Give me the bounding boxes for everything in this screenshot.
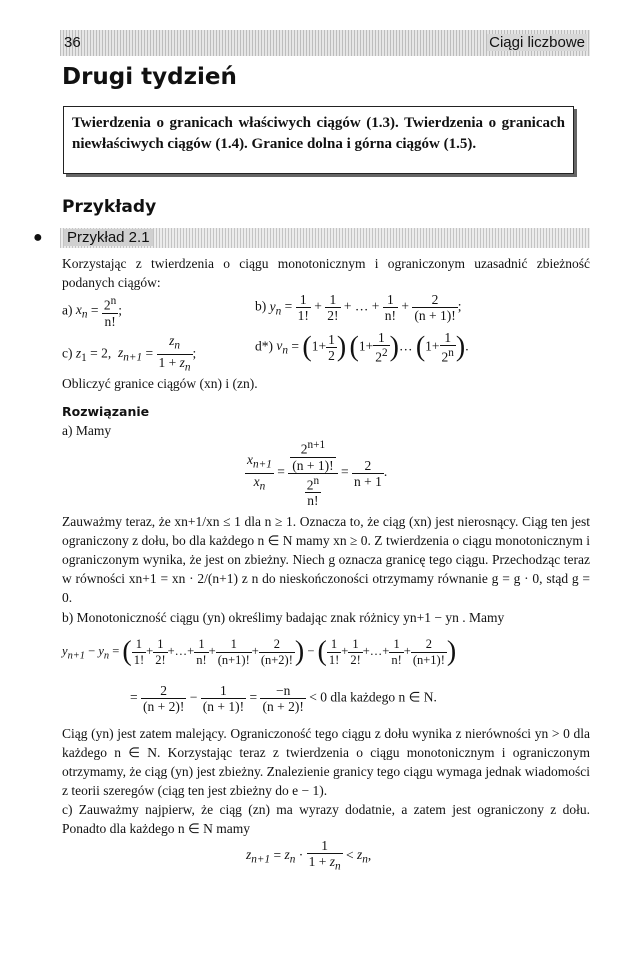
examples-heading: Przykłady	[62, 197, 157, 217]
summary-box: Twierdzenia o granicach właściwych ciągów (1.3). Twierdzenia o granicach niewłaściwych ciągów (1.4). Granice dolna i górna ciągów (1.5).	[63, 106, 574, 174]
formula-a: a) $x_n$ = $\frac{2^n}{n!}$ ;	[62, 295, 123, 329]
paragraph-2: b) Monotoniczność ciągu (yn) określimy badając znak różnicy yn+1 − yn . Mamy	[62, 610, 505, 625]
page-number: 36	[64, 34, 81, 51]
paragraph-4: Ciąg (yn) jest zatem malejący. Ograniczoność tego ciągu z dołu wynika z nierówności yn > 0 dla każdego n ∈ N. Korzystając teraz z twierdzenia o ciągu monotonicznym i ograniczonym otrzymamy, że ciąg (yn) jest zbieżny. Znalezienie granicy tego ciągu wymaga jednak wiadomości z teorii szeregów (ciąg ten jest zbieżny do e − 1).	[62, 726, 590, 798]
solution-heading: Rozwiązanie	[62, 404, 150, 419]
difference-formula: $y_{n+1} - y_n$ = ( $\frac{1}{1!}$ + $\frac{1}{2!}$ +…+ $\frac{1}{n!}$ + $\frac{1}{(n+1)!}$ + $\frac{2}{(n+2)!}$ ) − ( $\frac{1}{1!}$ + $\frac{1}{2!}$ +…+ $\frac{1}{n!}$ + $\frac{2}{(n+1)!}$ )	[62, 636, 457, 667]
difference-result: = $\frac{2}{(n + 2)!}$ − $\frac{1}{(n + 1)!}$ = $\frac{-n}{(n + 2)!}$ < 0 dla każdego n ∈ N.	[130, 683, 437, 714]
difference-conclusion: < 0 dla każdego n ∈ N.	[309, 689, 437, 705]
paragraph-1: Zauważmy teraz, że xn+1/xn ≤ 1 dla n ≥ 1. Oznacza to, że ciąg (xn) jest nierosnący. Ciąg ten jest ograniczony z dołu, bo dla każdego n ∈ N mamy xn ≥ 0. Z twierdzenia o ciągu monotonicznym i ograniczonym wynika, że jest on zbieżny. Niech g oznacza granicę tego ciągu. Przechodząc teraz w równości xn+1 = xn · 2/(n+1) z n do nieskończoności otrzymamy równanie g = g · 0, stąd g = 0.	[62, 514, 590, 605]
formula-b: b) $y_n$ = $\frac{1}{1!}$ + $\frac{1}{2!}$ + … + $\frac{1}{n!}$ + $\frac{2}{(n + 1)!}$ ;	[255, 292, 462, 323]
formula-d: d*) $v_n = (1+$ $\frac{1}{2}$ ) (1+ $\frac{1}{2^2}$ )… (1+ $\frac{1}{2^n}$ ).	[255, 330, 469, 365]
example-label: Przykład 2.1	[64, 229, 153, 246]
part-a-label: a) Mamy	[62, 423, 112, 438]
bullet-icon: ●	[33, 229, 43, 246]
chapter-title: Drugi tydzień	[62, 64, 237, 90]
section-title: Ciągi liczbowe	[489, 34, 585, 51]
z-formula: $z_{n+1} = z_n$ · $\frac{1}{1 + z_n}$ < $z_n$,	[246, 838, 372, 873]
task-text: Obliczyć granice ciągów (xn) i (zn).	[62, 376, 258, 391]
formula-c: c) $z_1 = 2$, $z_{n+1}$ = $\frac{z_n}{1 + z_n}$ ;	[62, 333, 197, 374]
paragraph-5: c) Zauważmy najpierw, że ciąg (zn) ma wyrazy dodatnie, a zatem jest ograniczony z dołu. Ponadto dla każdego n ∈ N mamy	[62, 802, 590, 836]
ratio-formula: $\frac{x_{n+1}}{x_n}$ = $\frac{\frac{2^{n+1}}{(n + 1)!}}{\frac{2^n}{n!}}$ = $\frac{2}{n + 1}$ .	[247, 439, 388, 508]
intro-text: Korzystając z twierdzenia o ciągu monotonicznym i ograniczonym uzasadnić zbieżność podanych ciągów:	[62, 256, 590, 290]
